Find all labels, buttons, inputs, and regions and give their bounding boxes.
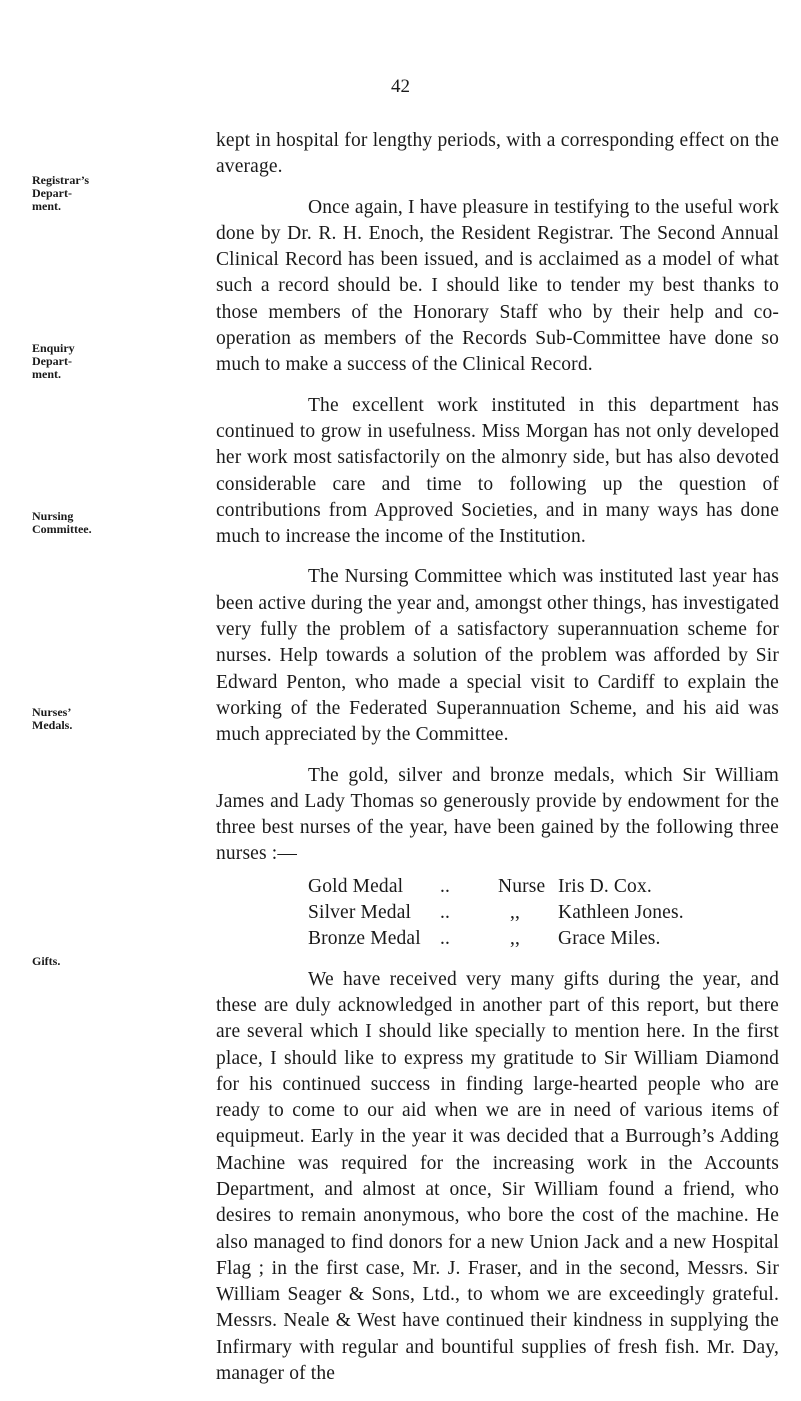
medal-winner: Grace Miles. [558, 928, 661, 950]
medal-name: Silver Medal [308, 902, 412, 924]
medal-row [308, 874, 684, 900]
paragraph-medals: The gold, silver and bronze medals, which Sir William James and Lady Thomas so generously provide by endowment for the three best nurses of the year, have been gained by the following three nurses :— [216, 764, 779, 865]
medal-leader: .. [440, 902, 451, 924]
sidenote-nurses-medals: Nurses’ Medals. [32, 705, 73, 732]
sidenote-nursing-committee: Nursing Committee. [32, 509, 92, 536]
paragraph-enquiry: The excellent work instituted in this department has continued to grow in usefulness. Miss Morgan has not only developed her work most satisfactorily on the almonry side, but has also devoted considerable care and time to following up the question of contributions from Approved Societies, and in many ways has done much to increase the income of the Institution. [216, 394, 779, 548]
medal-leader: .. [440, 928, 451, 950]
sidenote-gifts: Gifts. [32, 954, 61, 968]
paragraph-nursing: The Nursing Committee which was instituted last year has been active during the year and, amongst other things, has investigated very fully the problem of a satisfactory superannuation scheme for nurses. Help towards a solution of the problem was afforded by Sir Edward Penton, who made a special visit to Cardiff to explain the working of the Federated Superannuation Scheme, and his aid was much appreciated by the Committee. [216, 566, 779, 746]
paragraph-continuation: kept in hospital for lengthy periods, with a corresponding effect on the average. [216, 130, 779, 178]
medal-name: Gold Medal [308, 875, 404, 897]
medal-prefix: ,, [510, 928, 521, 950]
sidenote-registrars-department: Registrar’s Depart- ment. [32, 173, 90, 213]
medal-prefix: ,, [510, 902, 521, 924]
body-text [216, 128, 779, 1401]
medal-name: Bronze Medal [308, 928, 421, 950]
medal-row [308, 900, 684, 926]
medals-table [308, 874, 684, 953]
medal-winner: Kathleen Jones. [558, 902, 684, 924]
medal-leader: .. [440, 875, 451, 897]
page-number: 42 [391, 76, 410, 97]
sidenote-enquiry-department: Enquiry Depart- ment. [32, 341, 75, 381]
medal-winner: Iris D. Cox. [558, 875, 652, 897]
medal-prefix: Nurse [498, 875, 546, 897]
medal-row [308, 926, 684, 952]
paragraph-registrar: Once again, I have pleasure in testifying to the useful work done by Dr. R. H. Enoch, the Resident Registrar. The Second Annual Clinical Record has been issued, and is acclaimed as a model of what such a record should be. I should like to tender my best thanks to those members of the Honorary Staff who by their help and co-operation as members of the Records Sub-Committee have done so much to make a success of the Clinical Record. [216, 196, 779, 376]
paragraph-gifts: We have received very many gifts during the year, and these are duly acknowledged in another part of this report, but there are several which I should like specially to mention here. In the first place, I should like to express my gratitude to Sir William Diamond for his continued success in finding large-hearted people who are ready to come to our aid when we are in need of various items of equipmeut. Early in the year it was decided that a Burrough’s Adding Machine was required for the increasing work in the Accounts Department, and almost at once, Sir William found a friend, who desires to remain anonymous, who bore the cost of the machine. He also managed to find donors for a new Union Jack and a new Hospital Flag ; in the first case, Mr. J. Fraser, and in the second, Messrs. Sir William Seager & Sons, Ltd., to whom we are exceedingly grateful. Messrs. Neale & West have continued their kindness in supplying the Infirmary with regular and bountiful supplies of fresh fish. Mr. Day, manager of the [216, 968, 779, 1385]
